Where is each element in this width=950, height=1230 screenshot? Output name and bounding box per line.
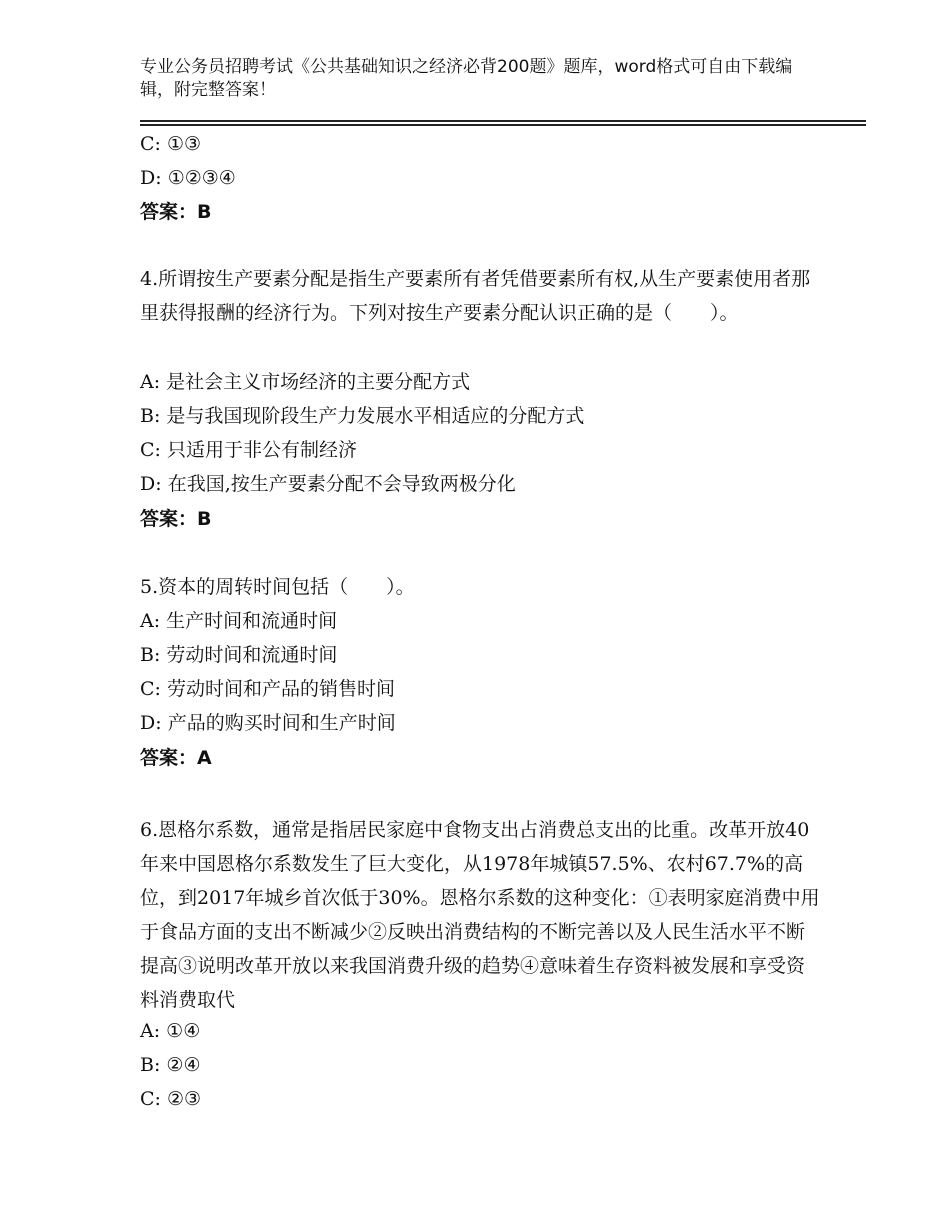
- question-6-text: 6.恩格尔系数，通常是指居民家庭中食物支出占消费总支出的比重。改革开放40年来中国恩格尔系数发生了巨大变化，从1978年城镇57.5%、农村67.7%的高位，到2017年城乡首次低于30%。恩格尔系数的这种变化：①表明家庭消费中用于食品方面的支出不断减少②反映出消费结构的不断完善以及人民生活水平不断提高③说明改革开放以来我国消费升级的趋势④意味着生存资料被发展和享受资料消费取代: [140, 819, 820, 1011]
- q6-option-a: A: ①④: [140, 1020, 201, 1042]
- header-rule-top: [140, 120, 866, 122]
- question-4-text: 4.所谓按生产要素分配是指生产要素所有者凭借要素所有权,从生产要素使用者那里获得报酬的经济行为。下列对按生产要素分配认识正确的是（ ）。: [140, 268, 811, 324]
- q6-option-c: C: ②③: [140, 1088, 202, 1110]
- q5-option-d: D: 产品的购买时间和生产时间: [140, 712, 396, 734]
- q4-option-a: A: 是社会主义市场经济的主要分配方式: [140, 371, 471, 393]
- q5-option-c: C: 劳动时间和产品的销售时间: [140, 678, 396, 700]
- document-header: 专业公务员招聘考试《公共基础知识之经济必背200题》题库，word格式可自由下载编辑，附完整答案！: [140, 57, 793, 100]
- prev-option-c: C: ①③: [140, 133, 202, 155]
- q5-option-a: A: 生产时间和流通时间: [140, 610, 338, 632]
- q6-option-b: B: ②④: [140, 1054, 201, 1076]
- q4-option-d: D: 在我国,按生产要素分配不会导致两极分化: [140, 473, 516, 495]
- q4-answer: 答案：B: [140, 508, 212, 530]
- prev-answer: 答案：B: [140, 201, 212, 223]
- prev-option-d: D: ①②③④: [140, 167, 236, 189]
- q5-option-b: B: 劳动时间和流通时间: [140, 644, 338, 666]
- q4-option-b: B: 是与我国现阶段生产力发展水平相适应的分配方式: [140, 405, 585, 427]
- header-rule-bottom: [140, 124, 866, 126]
- q4-option-c: C: 只适用于非公有制经济: [140, 439, 358, 461]
- question-5-text: 5.资本的周转时间包括（ ）。: [140, 576, 415, 598]
- q5-answer: 答案：A: [140, 747, 212, 769]
